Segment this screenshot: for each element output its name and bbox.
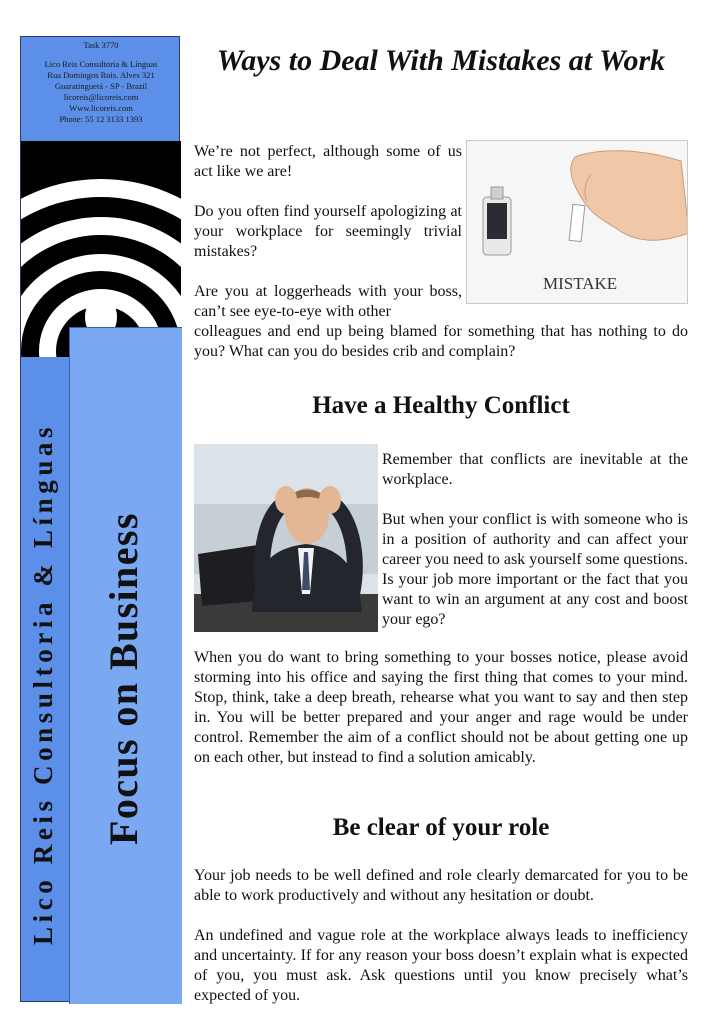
section1-heading: Have a Healthy Conflict: [312, 392, 570, 419]
section1-paragraph-1: Remember that conflicts are inevitable at the workplace.: [382, 451, 688, 488]
contact-website: Www.licoreis.com: [69, 103, 133, 113]
company-vertical-text: Lico Reis Consultoria & Línguas: [28, 422, 58, 945]
mistake-image: [466, 140, 688, 304]
contact-email: licoreis@licoreis.com: [63, 92, 139, 102]
article-title: Ways to Deal With Mistakes at Work: [216, 44, 666, 77]
stressed-businessman-icon: [194, 444, 378, 632]
intro-paragraph-1: We’re not perfect, although some of us act like we are!: [194, 143, 462, 180]
task-number: Task 3770: [83, 40, 119, 50]
contact-city: Guaratinguetá - SP - Brazil: [54, 81, 148, 91]
intro-paragraph-3b: colleagues and end up being blamed for something that has nothing to do you? What can you do besides crib and complain?: [194, 323, 688, 360]
section2-heading: Be clear of your role: [332, 814, 550, 841]
contact-company: Lico Reis Consultoria & Línguas: [44, 59, 158, 69]
section1-paragraph-2: But when your conflict is with someone who is in a position of authority and can affect your career you need to ask yourself some questions. Is your job more important or the fact that you want to win an argument at any cost and boost your ego?: [382, 511, 688, 628]
mistake-caption: MISTAKE: [543, 274, 618, 293]
focus-vertical-text: Focus on Business: [101, 512, 146, 845]
stressed-man-image: [194, 444, 378, 632]
section1-paragraph-3: When you do want to bring something to your bosses notice, please avoid storming into his office and saying the first thing that comes to your mind. Stop, think, take a deep breath, rehearse what you want to say and then step in. You will be better prepared and your anger and rage would be under control. Remember the aim of a conflict should not be about getting one up on each other, but instead to find a solution amicably.: [194, 649, 688, 766]
contact-street: Rua Domingos Rois. Alves 321: [47, 70, 155, 80]
intro-paragraph-3a: Are you at loggerheads with your boss, can’t see eye-to-eye with other: [194, 283, 462, 320]
intro-paragraph-2: Do you often find yourself apologizing at your workplace for seemingly trivial mistakes?: [194, 203, 462, 260]
hand-correcting-mistake-icon: [467, 141, 688, 304]
company-logo: [21, 141, 181, 357]
section2-paragraph-1: Your job needs to be well defined and role clearly demarcated for you to be able to work productively and without any hesitation or doubt.: [194, 867, 688, 904]
section2-paragraph-2: An undefined and vague role at the workplace always leads to inefficiency and uncertainty. If for any reason your boss doesn’t explain what is expected of you, you must ask. Ask questions until you know precisely what’s expected of you.: [194, 927, 688, 1004]
arcs-logo-icon: [21, 141, 181, 357]
contact-phone: Phone: 55 12 3133 1393: [59, 114, 143, 124]
contact-block: [21, 37, 181, 137]
